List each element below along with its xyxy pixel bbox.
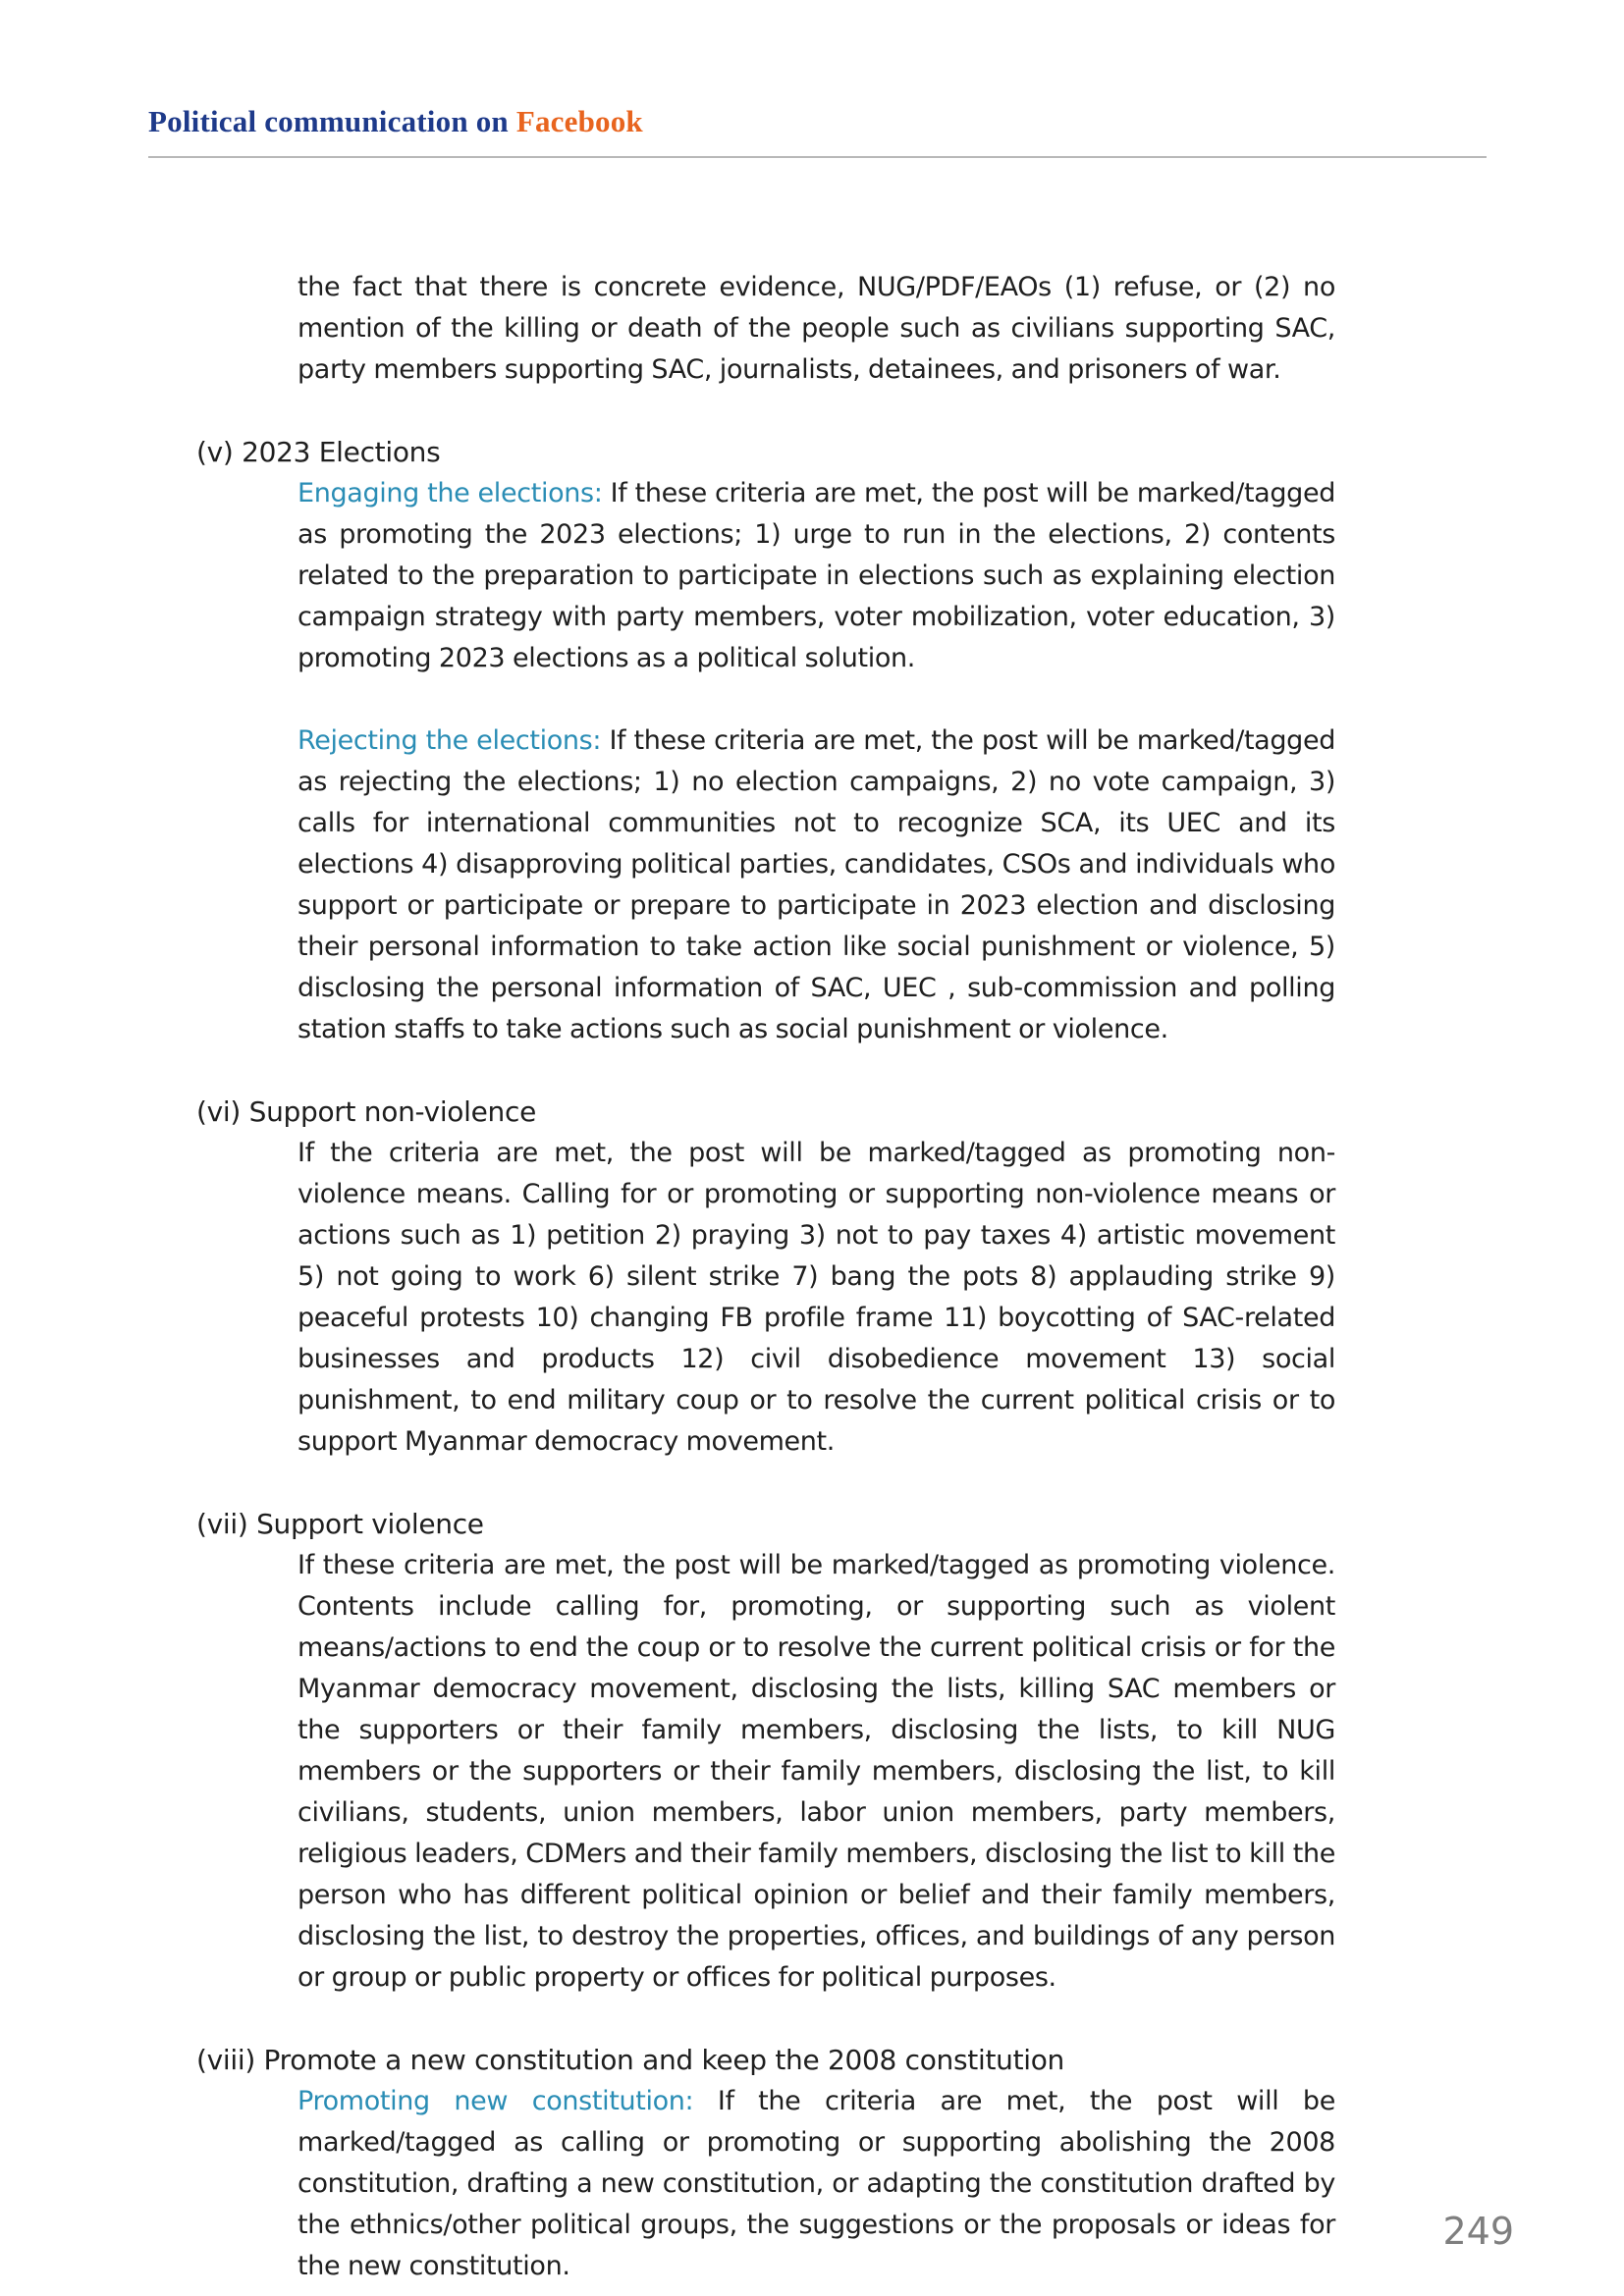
intro-paragraph: the fact that there is concrete evidence, NUG/PDF/EAOs (1) refuse, or (2) no mention of the killing or death of the people such as civilians supporting SAC, party members supporting SAC, journalists, detainees, and prisoners of war.	[298, 272, 1335, 385]
section-vi-heading: (vi) Support non-violence	[196, 1095, 537, 1128]
page-body	[0, 267, 1624, 2287]
running-header	[148, 102, 643, 141]
promoting-constitution-lead: Promoting new constitution:	[298, 2086, 694, 2116]
engaging-elections-lead: Engaging the elections:	[298, 478, 603, 508]
section-vi-paragraph: If the criteria are met, the post will be marked/tagged as promoting non-violence means. Calling for or promoting or supporting non-violence means or actions such as 1) petition 2) praying 3) not to pay taxes 4) artistic movement 5) not going to work 6) silent strike 7) bang the pots 8) applauding strike 9) peaceful protests 10) changing FB profile frame 11) boycotting of SAC-related businesses and products 12) civil disobedience movement 13) social punishment, to end military coup or to resolve the current political crisis or to support Myanmar democracy movement.	[298, 1138, 1335, 1457]
spacer	[0, 679, 1624, 721]
section-vii-paragraph: If these criteria are met, the post will be marked/tagged as promoting violence. Contents include calling for, promoting, or supporting such as violent means/actions to end the coup or to resolve the current political crisis or for the Myanmar democracy movement, disclosing the lists, killing SAC members or the supporters or their family members, disclosing the lists, to kill NUG members or the supporters or their family members, disclosing the list, to kill civilians, students, union members, labor union members, party members, religious leaders, CDMers and their family members, disclosing the list to kill the person who has different political opinion or belief and their family members, disclosing the list, to destroy the properties, offices, and buildings of any person or group or public property or offices for political purposes.	[298, 1550, 1335, 1993]
section-viii-heading: (viii) Promote a new constitution and keep the 2008 constitution	[196, 2044, 1065, 2076]
section-v-heading: (v) 2023 Elections	[196, 436, 441, 468]
section-vii-heading: (vii) Support violence	[196, 1508, 484, 1540]
engaging-elections-text: If these criteria are met, the post will be marked/tagged as promoting the 2023 elections; 1) urge to run in the elections, 2) contents related to the preparation to participate in elections such as explaining election campaign strategy with party members, voter mobilization, voter education, 3) promoting 2023 elections as a political solution.	[298, 478, 1336, 673]
running-header-facebook: Facebook	[515, 104, 643, 138]
spacer	[0, 1999, 1624, 2040]
spacer	[0, 391, 1624, 432]
spacer	[0, 1463, 1624, 1504]
rejecting-elections-lead: Rejecting the elections:	[298, 725, 602, 756]
rejecting-elections-text: If these criteria are met, the post will be marked/tagged as rejecting the elections; 1) no election campaigns, 2) no vote campaign, 3) calls for international communities not to recognize SCA, its UEC and its elections 4) disapproving political parties, candidates, CSOs and individuals who support or participate or prepare to participate in 2023 election and disclosing their personal information to take action like social punishment or violence, 5) disclosing the personal information of SAC, UEC , sub-commission and polling station staffs to take actions such as social punishment or violence.	[298, 725, 1336, 1044]
header-divider	[148, 156, 1487, 158]
section-v-engaging-paragraph	[298, 473, 1335, 679]
section-viii-paragraph	[298, 2081, 1335, 2287]
spacer	[0, 1050, 1624, 1092]
page-number: 249	[1442, 2210, 1514, 2253]
promoting-constitution-text: If the criteria are met, the post will be marked/tagged as calling or promoting or supporting abolishing the 2008 constitution, drafting a new constitution, or adapting the constitution drafted by the ethnics/other political groups, the suggestions or the proposals or ideas for the new constitution.	[298, 2086, 1335, 2281]
running-header-title: Political communication on	[148, 104, 509, 138]
section-v-rejecting-paragraph	[298, 721, 1335, 1050]
